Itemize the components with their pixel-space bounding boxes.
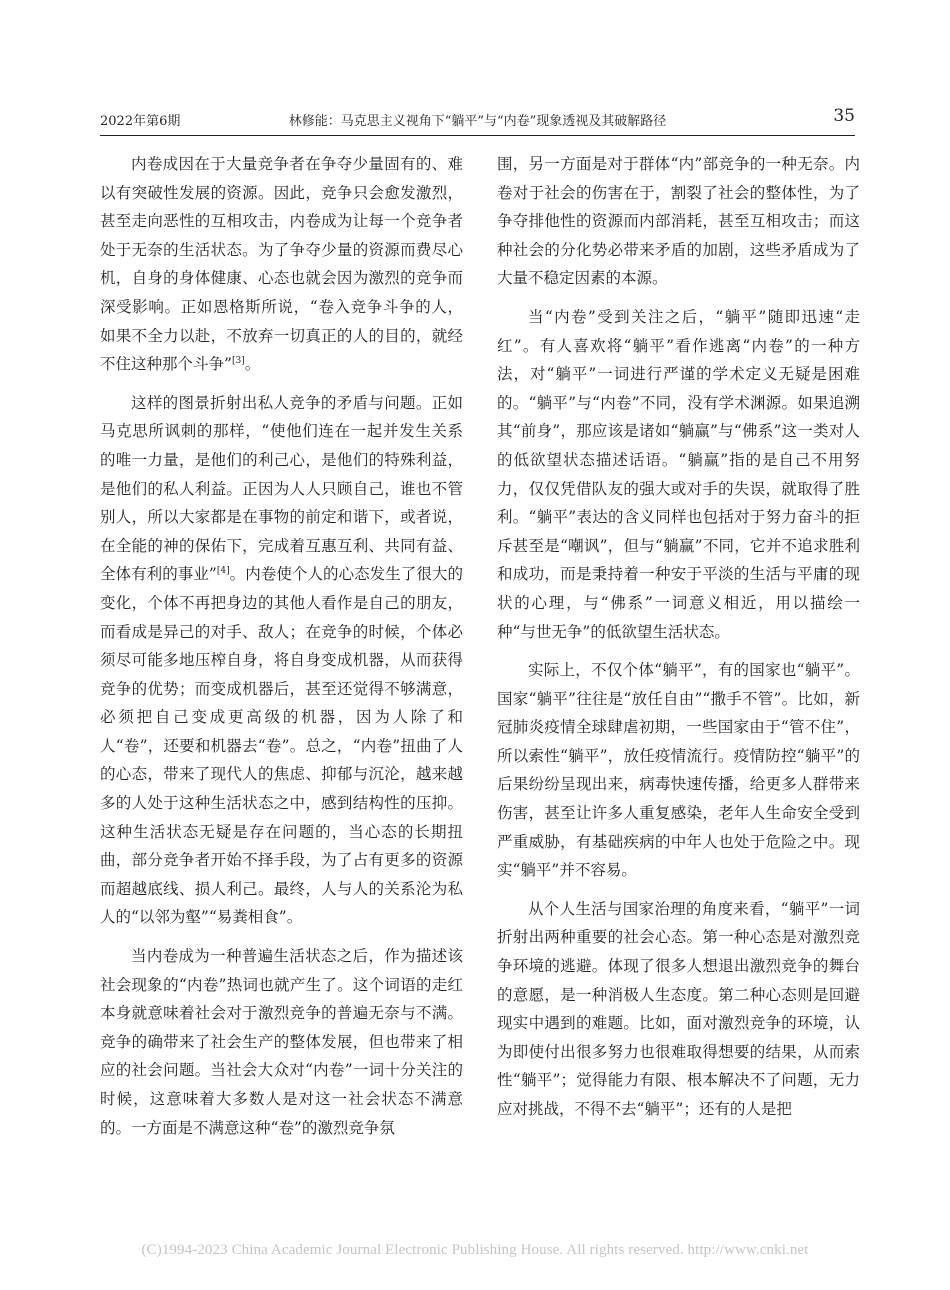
paragraph-text: 这样的图景折射出私人竞争的矛盾与问题。正如马克思所讽刺的那样，“使他们连在一起并发生关系的唯一力量，是他们的利己心，是他们的特殊利益，是他们的私人利益。正因为人人只顾自己，谁也不管别人，所以大家都是在事物的前定和谐下，或者说，在全能的神的保佑下，完成着互惠互利、共同有益、全体有利的事业” <box>100 393 463 584</box>
paragraph-text: 。内卷使个人的心态发生了很大的变化，个体不再把身边的其他人看作是自己的朋友，而看成是异己的对手、敌人；在竞争的时候，个体必须尽可能多地压榨自身，将自身变成机器，从而获得竞争的优势；而变成机器后，甚至还觉得不够满意，必须把自己变成更高级的机器，因为人除了和人“卷”，还要和机器去“卷”。总之，“内卷”扭曲了人的心态，带来了现代人的焦虑、抑郁与沉沦，越来越多的人处于这种生活状态之中，感到结构性的压抑。这种生活状态无疑是存在问题的，当心态的长期扭曲，部分竞争者开始不择手段，为了占有更多的资源而超越底线、损人利己。最终，人与人的关系沦为私人的“以邻为壑”“易粪相食”。 <box>100 565 463 927</box>
paragraph <box>100 150 463 379</box>
paragraph-text: 当内卷成为一种普遍生活状态之后，作为描述该社会现象的“内卷”热词也就产生了。这个词语的走红本身就意味着社会对于激烈竞争的普遍无奈与不满。竞争的确带来了社会生产的整体发展，但也带来了相应的社会问题。当社会大众对“内卷”一词十分关注的时候，这意味着大多数人是对这一社会状态不满意的。一方面是不满意这种“卷”的激烈竞争氛 <box>100 947 463 1137</box>
paragraph-text: 。 <box>244 355 261 374</box>
paragraph: 实际上，不仅个体“躺平”，有的国家也“躺平”。国家“躺平”往往是“放任自由”“撒手不管”。比如，新冠肺炎疫情全球肆虐初期，一些国家由于“管不住”，所以索性“躺平”，放任疫情流行。疫情防控“躺平”的后果纷纷呈现出来，病毒快速传播，给更多人群带来伤害，甚至让许多人重复感染，老年人生命安全受到严重威胁，有基础疾病的中年人也处于危险之中。现实“躺平”并不容易。 <box>497 661 860 880</box>
header-rule <box>100 135 855 136</box>
running-header <box>100 108 855 132</box>
citation-3[interactable]: [3] <box>231 356 245 366</box>
paragraph <box>100 389 463 932</box>
page-number: 35 <box>833 106 855 126</box>
paragraph: 围，另一方面是对于群体“内”部竞争的一种无奈。内卷对于社会的伤害在于，割裂了社会的整体性，为了争夺排他性的资源而内部消耗，甚至互相攻击；而这种社会的分化势必带来矛盾的加剧，这些矛盾成为了大量不稳定因素的本源。 <box>497 155 860 288</box>
paragraph: 从个人生活与国家治理的角度来看，“躺平”一词折射出两种重要的社会心态。第一种心态是对激烈竞争环境的逃避。体现了很多人想退出激烈竞争的舞台的意愿，是一种消极人生态度。第二种心态则是回避现实中遇到的难题。比如，面对激烈竞争的环境，认为即使付出很多努力也很难取得想要的结果，从而索性“躺平”；觉得能力有限、根本解决不了问题，无力应对挑战，不得不去“躺平”；还有的人是把 <box>497 899 860 1118</box>
left-column <box>100 150 463 1152</box>
copyright-footer: (C)1994-2023 China Academic Journal Electronic Publishing House. All rights reserved. http://www.cnki.net <box>141 1242 809 1258</box>
paragraph-text: 内卷成因在于大量竞争者在争夺少量固有的、难以有突破性发展的资源。因此，竞争只会愈发激烈，甚至走向恶性的互相攻击，内卷成为让每一个竞争者处于无奈的生活状态。为了争夺少量的资源而费尽心机，自身的身体健康、心态也就会因为激烈的竞争而深受影响。正如恩格斯所说，“卷入竞争斗争的人，如果不全力以赴，不放弃一切真正的人的目的，就经不住这种那个斗争” <box>100 155 463 374</box>
right-column <box>497 150 860 1134</box>
paragraph <box>100 942 463 1142</box>
citation-4[interactable]: [4] <box>216 566 230 577</box>
article-running-title: 林修能：马克思主义视角下“躺平”与“内卷”现象透视及其破解路径 <box>288 114 667 129</box>
paragraph: 当“内卷”受到关注之后，“躺平”随即迅速“走红”。有人喜欢将“躺平”看作逃离“内卷”的一种方法，对“躺平”一词进行严谨的学术定义无疑是困难的。“躺平”与“内卷”不同，没有学术渊源。如果追溯其“前身”，那应该是诸如“躺赢”与“佛系”这一类对人的低欲望状态描述话语。“躺赢”指的是自己不用努力，仅仅凭借队友的强大或对手的失误，就取得了胜利。“躺平”表达的含义同样也包括对于努力奋斗的拒斥甚至是“嘲讽”，但与“躺赢”不同，它并不追求胜利和成功，而是秉持着一种安于平淡的生活与平庸的现状的心理，与“佛系”一词意义相近，用以描绘一种“与世无争”的低欲望生活状态。 <box>497 307 860 641</box>
journal-issue: 2022年第6期 <box>100 114 181 129</box>
